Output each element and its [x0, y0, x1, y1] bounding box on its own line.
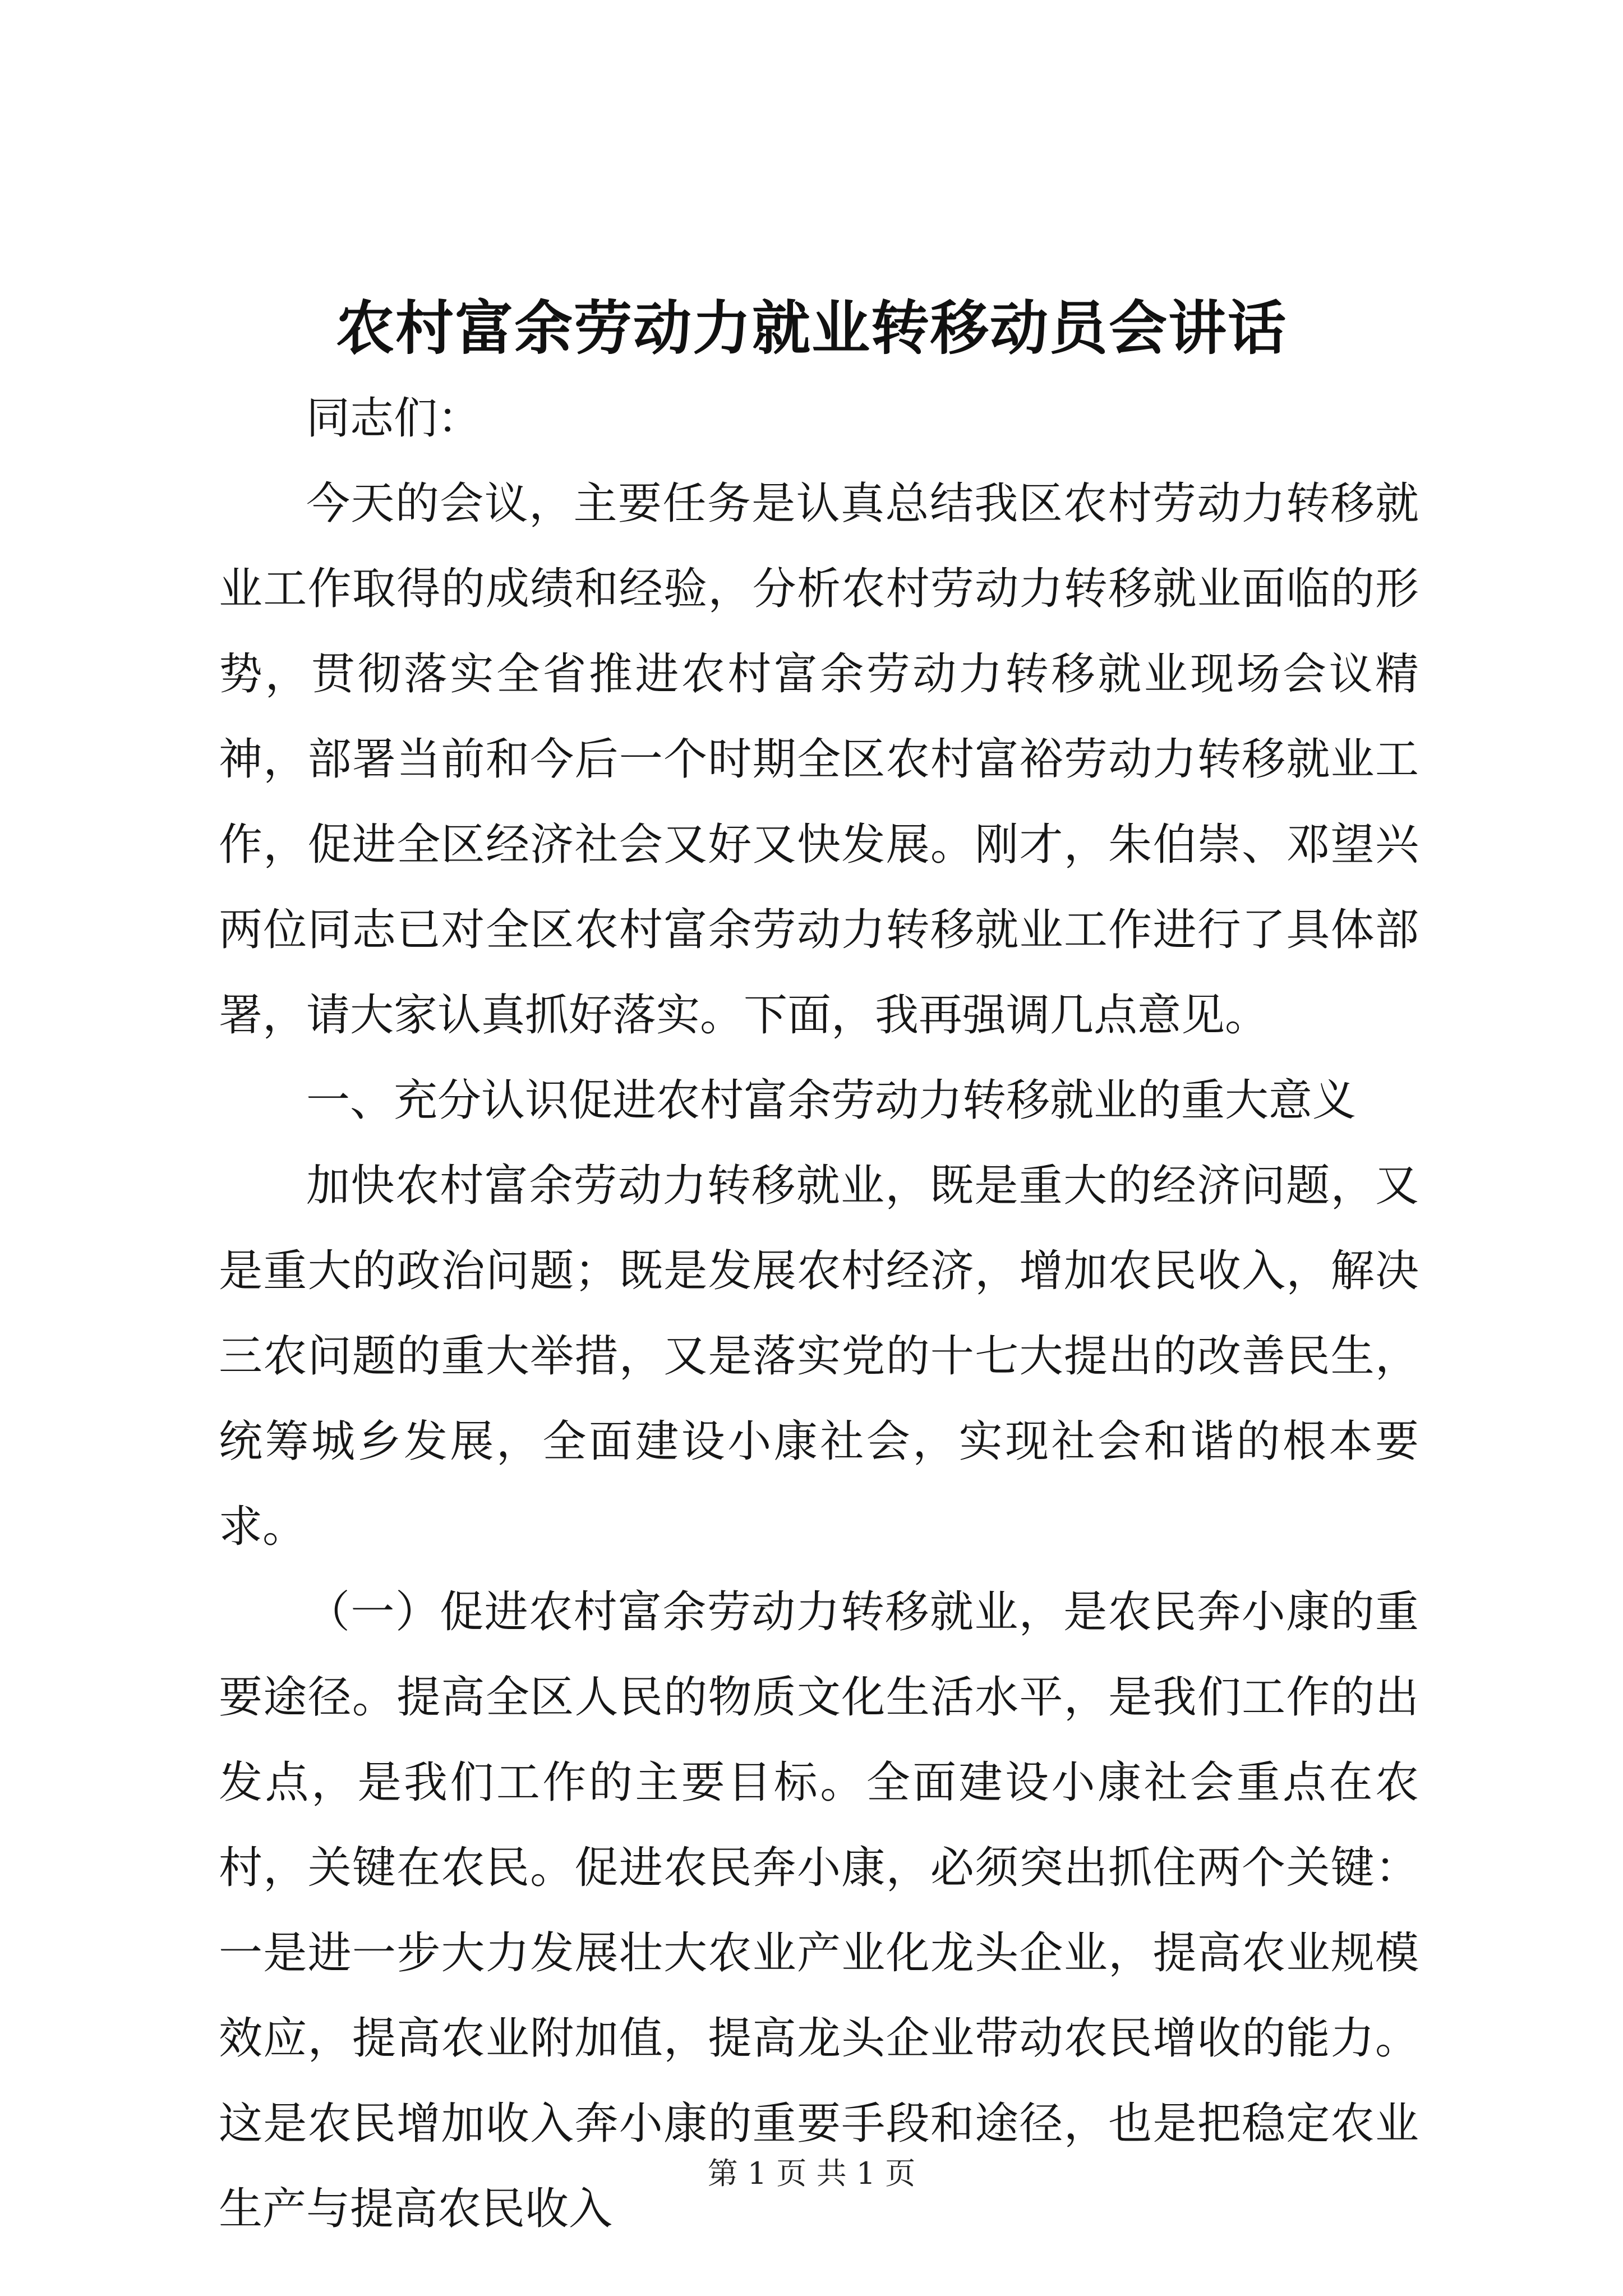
page-number-footer: 第 1 页 共 1 页	[707, 2156, 916, 2191]
section-heading: 一、充分认识促进农村富余劳动力转移就业的重大意义	[306, 1075, 1357, 1126]
document-title: 农村富余劳动力就业转移动员会讲话	[335, 293, 1287, 362]
paragraph: 加快农村富余劳动力转移就业，既是重大的经济问题，又是重大的政治问题；既是发展农村经济，增加农民收入，解决三农问题的重大举措，又是落实党的十七大提出的改善民生，统筹城乡发展，全面建设小康社会，实现社会和谐的根本要求。	[219, 1161, 1419, 1552]
paragraph: （一）促进农村富余劳动力转移就业，是农民奔小康的重要途径。提高全区人民的物质文化生活水平，是我们工作的出发点，是我们工作的主要目标。全面建设小康社会重点在农村，关键在农民。促进农民奔小康，必须突出抓住两个关键：一是进一步大力发展壮大农业产业化龙头企业，提高农业规模效应，提高农业附加值，提高龙头企业带动农民增收的能力。这是农民增加收入奔小康的重要手段和途径，也是把稳定农业生产与提高农民收入	[219, 1587, 1419, 2234]
document-body	[219, 376, 1419, 2252]
salutation: 同志们：	[306, 393, 482, 444]
paragraph: 今天的会议，主要任务是认真总结我区农村劳动力转移就业工作取得的成绩和经验，分析农村劳动力转移就业面临的形势，贯彻落实全省推进农村富余劳动力转移就业现场会议精神，部署当前和今后一个时期全区农村富裕劳动力转移就业工作，促进全区经济社会又好又快发展。刚才，朱伯崇、邓望兴两位同志已对全区农村富余劳动力转移就业工作进行了具体部署，请大家认真抓好落实。下面，我再强调几点意见。	[219, 478, 1419, 1041]
